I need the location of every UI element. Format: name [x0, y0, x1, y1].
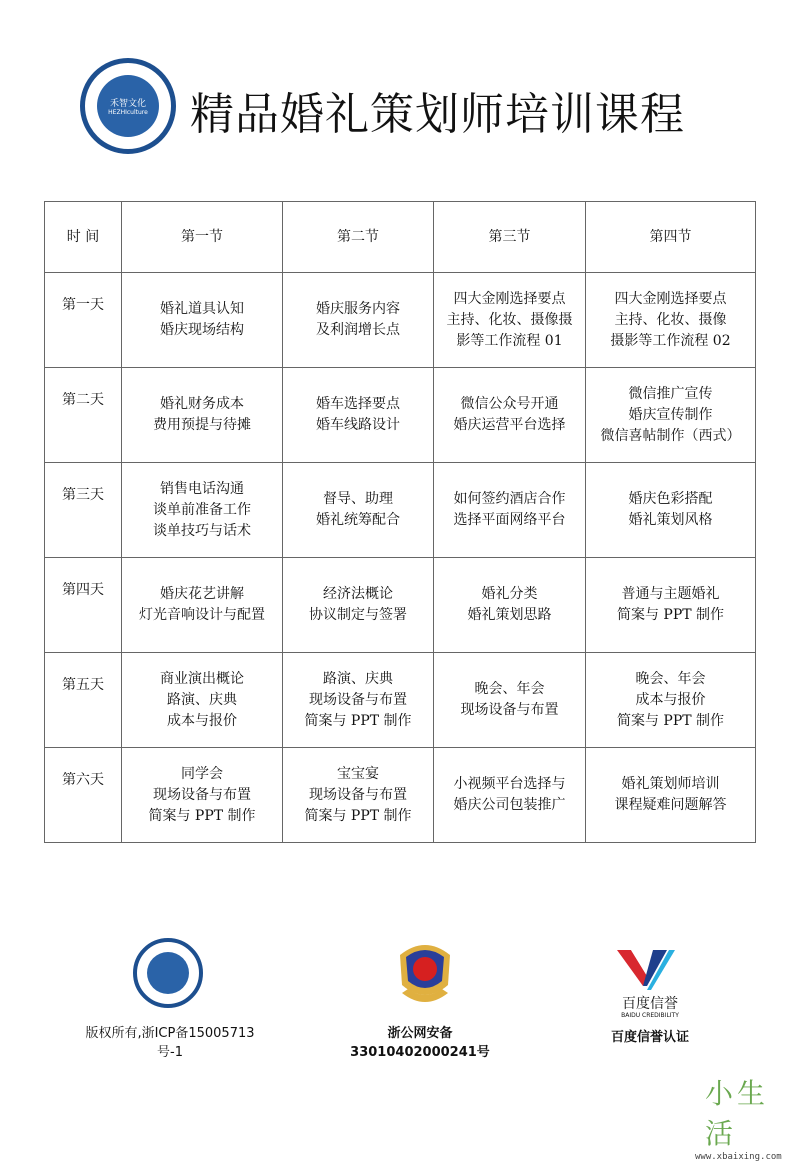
session-cell: 晚会、年会 现场设备与布置: [434, 653, 586, 748]
session-cell: 婚庆服务内容 及利润增长点: [283, 273, 434, 368]
baidu-brand: 百度信誉: [622, 996, 678, 1012]
table-row: [45, 558, 756, 653]
session-cell: 普通与主题婚礼 简案与 PPT 制作: [586, 558, 756, 653]
day-cell: 第二天: [45, 368, 122, 463]
hezhi-seal-logo: [133, 938, 203, 1008]
table-row: [45, 463, 756, 558]
course-table: [44, 201, 756, 843]
session-cell: 微信推广宣传 婚庆宣传制作 微信喜帖制作（西式）: [586, 368, 756, 463]
session-cell: 销售电话沟通 谈单前准备工作 谈单技巧与话术: [122, 463, 283, 558]
column-header: 第三节: [434, 202, 586, 273]
session-cell: 经济法概论 协议制定与签署: [283, 558, 434, 653]
page-title: 精品婚礼策划师培训课程: [190, 89, 685, 140]
session-cell: 宝宝宴 现场设备与布置 简案与 PPT 制作: [283, 748, 434, 843]
baidu-en: BAIDU CREDIBILITY: [621, 1012, 679, 1019]
table-row: [45, 748, 756, 843]
session-cell: 婚庆花艺讲解 灯光音响设计与配置: [122, 558, 283, 653]
day-cell: 第三天: [45, 463, 122, 558]
session-cell: 路演、庆典 现场设备与布置 简案与 PPT 制作: [283, 653, 434, 748]
session-cell: 婚庆色彩搭配 婚礼策划风格: [586, 463, 756, 558]
copyright-text: 版权所有,浙ICP备15005713号-1: [85, 1026, 255, 1060]
column-header: 第一节: [122, 202, 283, 273]
column-header: 第二节: [283, 202, 434, 273]
table-row: [45, 653, 756, 748]
logo: [80, 58, 176, 154]
baidu-v-icon: [617, 950, 679, 990]
session-cell: 小视频平台选择与 婚庆公司包装推广: [434, 748, 586, 843]
session-cell: 四大金刚选择要点 主持、化妆、摄像摄 影等工作流程 01: [434, 273, 586, 368]
day-cell: 第一天: [45, 273, 122, 368]
session-cell: 婚礼道具认知 婚庆现场结构: [122, 273, 283, 368]
watermark: [695, 1072, 800, 1162]
day-cell: 第五天: [45, 653, 122, 748]
watermark-text: 小生活: [705, 1077, 770, 1150]
day-cell: 第六天: [45, 748, 122, 843]
session-cell: 婚车选择要点 婚车线路设计: [283, 368, 434, 463]
session-cell: 婚礼财务成本 费用预提与待摊: [122, 368, 283, 463]
session-cell: 婚礼策划师培训 课程疑难问题解答: [586, 748, 756, 843]
session-cell: 婚礼分类 婚礼策划思路: [434, 558, 586, 653]
column-header: 第四节: [586, 202, 756, 273]
watermark-url: www.xbaixing.com: [695, 1152, 782, 1162]
session-cell: 督导、助理 婚礼统筹配合: [283, 463, 434, 558]
logo-sub: HEZHIculture: [108, 109, 148, 116]
session-cell: 微信公众号开通 婚庆运营平台选择: [434, 368, 586, 463]
table-row: [45, 368, 756, 463]
session-cell: 晚会、年会 成本与报价 简案与 PPT 制作: [586, 653, 756, 748]
police-record-text: 浙公网安备 33010402000241号: [350, 1026, 490, 1060]
session-cell: 四大金刚选择要点 主持、化妆、摄像 摄影等工作流程 02: [586, 273, 756, 368]
column-header: 时 间: [45, 202, 122, 273]
table-row: [45, 273, 756, 368]
table-header: [45, 202, 756, 273]
police-emblem-icon: [390, 935, 460, 1009]
session-cell: 同学会 现场设备与布置 简案与 PPT 制作: [122, 748, 283, 843]
logo-text: 禾智文化: [109, 99, 146, 109]
session-cell: 如何签约酒店合作 选择平面网络平台: [434, 463, 586, 558]
baidu-cert-text: 百度信誉认证: [610, 1030, 689, 1045]
day-cell: 第四天: [45, 558, 122, 653]
session-cell: 商业演出概论 路演、庆典 成本与报价: [122, 653, 283, 748]
